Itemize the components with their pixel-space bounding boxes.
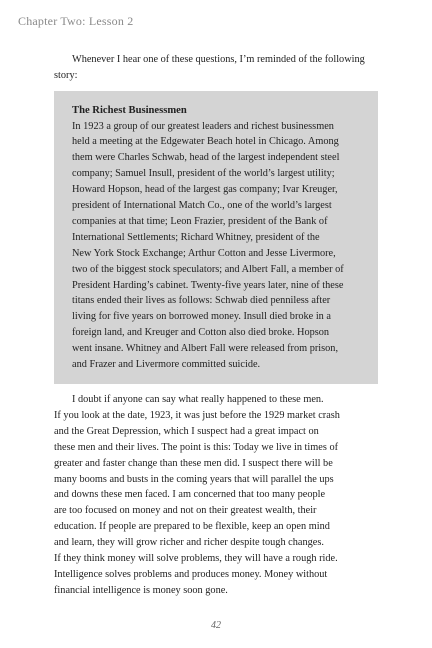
body-line: many booms and busts in the coming years that will parallel the ups [54,473,334,485]
body-line: financial intelligence is money soon gone. [54,584,228,596]
body-line: greater and faster change than these men did. I suspect there will be [54,457,333,469]
sidebar-line: titans ended their lives as follows: Schwab died penniless after [72,295,331,307]
sidebar-line: and Frazer and Livermore committed suicide. [72,359,261,371]
intro-text: Whenever I hear one of these questions, I’m reminded of the following story: [54,54,365,81]
sidebar-line: living for five years on borrowed money. Insull died broke in a [72,311,331,323]
page-number: 42 [211,620,221,631]
body-paragraph [54,392,384,599]
sidebar-line: held a meeting at the Edgewater Beach hotel in Chicago. Among [72,136,339,148]
body-line: and the Great Depression, which I suspect had a great impact on [54,425,319,437]
body-line: are too focused on money and not on their greatest wealth, their [54,505,317,517]
sidebar-line: companies at that time; Leon Frazier, president of the Bank of [72,215,328,227]
sidebar-text [72,119,370,374]
sidebar-line: company; Samuel Insull, president of the world’s largest utility; [72,168,335,180]
intro-paragraph [54,52,376,83]
sidebar-line: In 1923 a group of our greatest leaders and richest businessmen [72,120,334,132]
body-line: education. If people are prepared to be flexible, keep an open mind [54,521,330,533]
sidebar-title: The Richest Businessmen [72,105,187,116]
body-line: If you look at the date, 1923, it was just before the 1929 market crash [54,409,340,421]
sidebar-line: two of the biggest stock speculators; and Albert Fall, a member of [72,263,344,275]
body-line: Intelligence solves problems and produces money. Money without [54,568,328,580]
sidebar-line: President Harding’s cabinet. Twenty-five years later, nine of these [72,279,344,291]
running-head: Chapter Two: Lesson 2 [18,14,134,28]
body-line: If they think money will solve problems, they will have a rough ride. [54,553,338,565]
sidebar-line: foreign land, and Kreuger and Cotton also died broke. Hopson [72,327,330,339]
sidebar-line: them were Charles Schwab, head of the largest independent steel [72,152,340,164]
body-line: and learn, they will grow richer and richer despite tough changes. [54,537,324,549]
body-line: and downs these men faced. I am concerned that too many people [54,489,326,501]
body-line: I doubt if anyone can say what really happened to these men. [72,394,324,405]
sidebar-box [54,91,378,384]
sidebar-line: International Settlements; Richard Whitney, president of the [72,231,320,243]
sidebar-line: president of International Match Co., one of the world’s largest [72,200,332,212]
sidebar-line: New York Stock Exchange; Arthur Cotton and Jesse Livermore, [72,247,336,259]
sidebar-line: Howard Hopson, head of the largest gas company; Ivar Kreuger, [72,184,338,196]
sidebar-line: went insane. Whitney and Albert Fall were released from prison, [72,343,339,355]
body-line: these men and their lives. The point is this: Today we live in times of [54,441,339,453]
